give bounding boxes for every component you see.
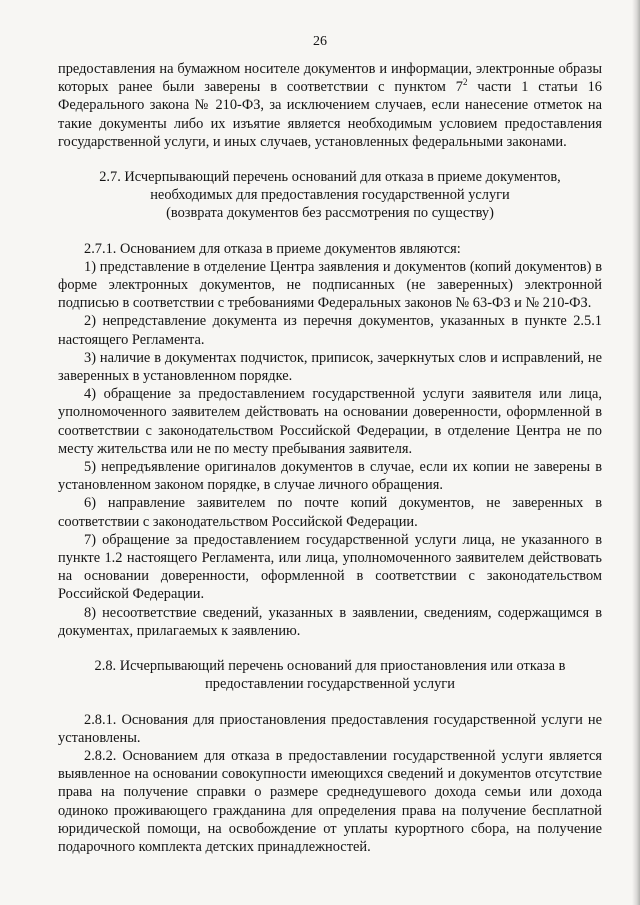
section-2-7-heading-line-1: 2.7. Исчерпывающий перечень оснований для отказа в приеме документов, [99,169,561,186]
section-2-7-1-lead: 2.7.1. Основанием для отказа в приеме документов являются: [84,240,461,257]
page-number: 26 [313,34,327,49]
section-2-8-2-paragraph: 2.8.2. Основанием для отказа в предоставлении государственной услуги является выявленное на основании совокупности имеющихся сведений и документов отсутствие права на получение справки о размере среднедушевого дохода семьи или дохода одиноко проживающего гражданина для определения права на получение бесплатной юридической помощи, на освобождение от уплаты курортного сбора, на получение подарочного комплекта детских принадлежностей. [58,747,602,855]
section-2-8-heading-line-1: 2.8. Исчерпывающий перечень оснований для приостановления или отказа в [94,658,566,675]
section-2-8-heading-line-2: предоставлении государственной услуги [205,676,455,693]
intro-paragraph [58,60,602,151]
list-item-1: 1) представление в отделение Центра заявления и документов (копий документов) в форме электронных документов, не подписанных (не заверенных) электронной подписью в соответствии с требованиями Федеральных законов № 63-ФЗ и № 210-ФЗ. [58,258,602,312]
section-2-7-heading-line-2: необходимых для предоставления государственной услуги [150,187,510,204]
list-item-7: 7) обращение за предоставлением государственной услуги лица, не указанного в пункте 1.2 настоящего Регламента, или лица, уполномоченного заявителем действовать на основании доверенности, оформленной в соответствии с законодательством Российской Федерации. [58,531,602,603]
list-item-3: 3) наличие в документах подчисток, приписок, зачеркнутых слов и исправлений, не заверенных в установленном порядке. [58,349,602,385]
intro-text-before: предоставления на бумажном носителе документов и информации, электронные образы которых ранее были заверены в соответствии с пунктом 7 [58,61,602,96]
list-item-4: 4) обращение за предоставлением государственной услуги заявителя или лица, уполномоченного заявителем действовать на основании доверенности, оформленной в соответствии с законодательством Российской Федерации, в отделение Центра не по месту жительства или не по месту пребывания заявителя. [58,386,602,457]
list-item-6: 6) направление заявителем по почте копий документов, не заверенных в соответствии с законодательством Российской Федерации. [58,495,602,530]
list-item-8: 8) несоответствие сведений, указанных в заявлении, сведениям, содержащимся в документах, прилагаемых к заявлению. [58,604,602,639]
list-item-2: 2) непредставление документа из перечня документов, указанных в пункте 2.5.1 настоящего Регламента. [58,313,602,348]
scan-edge-shadow [632,0,640,905]
list-item-5: 5) непредъявление оригиналов документов в случае, если их копии не заверены в установленном законом порядке, в случае личного обращения. [58,459,602,494]
intro-text-after: части 1 статьи 16 Федерального закона № 210-ФЗ, за исключением случаев, если нанесение отметок на такие документы либо их изъятие является необходимым условием предоставления государственной услуги, и иных случаев, установленных федеральными законами. [58,79,602,150]
document-body [58,60,602,856]
section-2-8-1-paragraph: 2.8.1. Основания для приостановления предоставления государственной услуги не установлены. [58,711,602,746]
section-2-7-heading-line-3: (возврата документов без рассмотрения по существу) [166,205,494,222]
intro-superscript: 2 [462,77,468,88]
